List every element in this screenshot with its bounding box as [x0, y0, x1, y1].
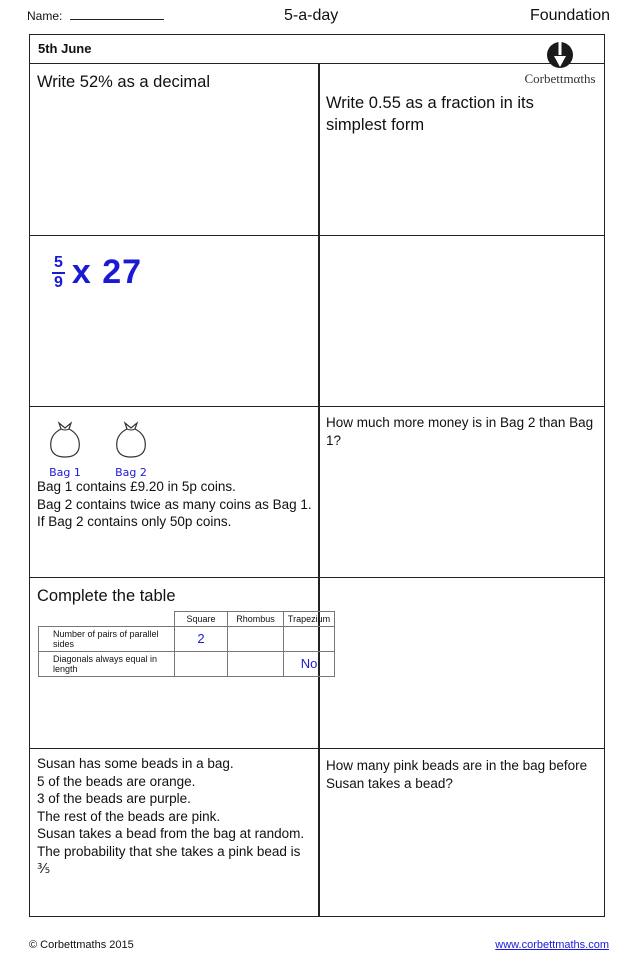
money-bag-icon — [48, 419, 82, 459]
table-column-header: Square — [175, 612, 228, 627]
q1-text: Write 52% as a decimal — [37, 73, 211, 91]
q6-line: The probability that she takes a pink bead is ⅗ — [37, 843, 301, 876]
name-blank-line — [70, 9, 164, 20]
name-label: Name: — [27, 9, 66, 23]
q4-line: Bag 2 contains twice as many coins as Bag 1. — [37, 496, 312, 512]
table-cell[interactable] — [228, 627, 284, 652]
money-bag-icon — [114, 419, 148, 459]
copyright-notice: © Corbettmaths 2015 — [29, 939, 134, 951]
table-corner — [39, 612, 175, 627]
table-cell[interactable]: No — [284, 652, 335, 677]
table-row-label: Number of pairs of parallel sides — [39, 627, 175, 652]
q3-denominator: 9 — [54, 273, 63, 291]
table-column-header: Trapezium — [284, 612, 335, 627]
q6-line: Susan has some beads in a bag. — [37, 756, 234, 771]
table-row — [39, 627, 335, 652]
worksheet-level: Foundation — [529, 7, 610, 24]
corbettmaths-link[interactable]: www.corbettmaths.com — [495, 939, 609, 951]
bag-1 — [40, 419, 90, 479]
table-cell[interactable] — [284, 627, 335, 652]
q4-line: If Bag 2 contains only 50p coins. — [37, 514, 232, 529]
worksheet-grid — [29, 34, 605, 917]
logo-text: Corbettmαths — [524, 71, 596, 86]
bag-2 — [106, 419, 156, 479]
q3-multiplier: x 27 — [71, 253, 143, 291]
q4-text — [37, 478, 312, 531]
question-row-2 — [30, 236, 604, 407]
q6-line: The rest of the beads are pink. — [37, 808, 221, 824]
q6-line: 5 of the beads are orange. — [37, 773, 196, 789]
bag-1-label: Bag 1 — [49, 466, 81, 479]
question-row-5 — [30, 749, 604, 916]
bag-2-label: Bag 2 — [115, 466, 147, 479]
q6-text — [37, 755, 315, 878]
q4-line: Bag 1 contains £9.20 in 5p coins. — [37, 479, 236, 494]
q4-question: How much more money is in Bag 2 than Bag 1? — [326, 415, 594, 448]
q3-expression — [52, 253, 142, 292]
shape-properties-table — [38, 611, 335, 677]
table-cell[interactable] — [175, 652, 228, 677]
worksheet-title: 5-a-day — [284, 7, 339, 24]
question-row-1 — [30, 64, 604, 236]
worksheet-date: 5th June — [38, 41, 92, 56]
q5-prompt: Complete the table — [37, 587, 176, 605]
q6-line: 3 of the beads are purple. — [37, 791, 191, 806]
question-row-3 — [30, 407, 604, 578]
table-column-header: Rhombus — [228, 612, 284, 627]
q2-text: Write 0.55 as a fraction in its simplest form — [326, 94, 534, 134]
question-row-4 — [30, 578, 604, 749]
page-header — [0, 0, 640, 34]
name-field — [27, 9, 164, 23]
q6-question: How many pink beads are in the bag before Susan takes a bead? — [326, 758, 588, 791]
q6-line: Susan takes a bead from the bag at random. — [37, 826, 305, 841]
q3-fraction — [52, 254, 65, 292]
table-header-row — [39, 612, 335, 627]
table-row-label: Diagonals always equal in length — [39, 652, 175, 677]
table-cell[interactable]: 2 — [175, 627, 228, 652]
q3-numerator: 5 — [52, 254, 65, 274]
table-cell[interactable] — [228, 652, 284, 677]
table-row — [39, 652, 335, 677]
